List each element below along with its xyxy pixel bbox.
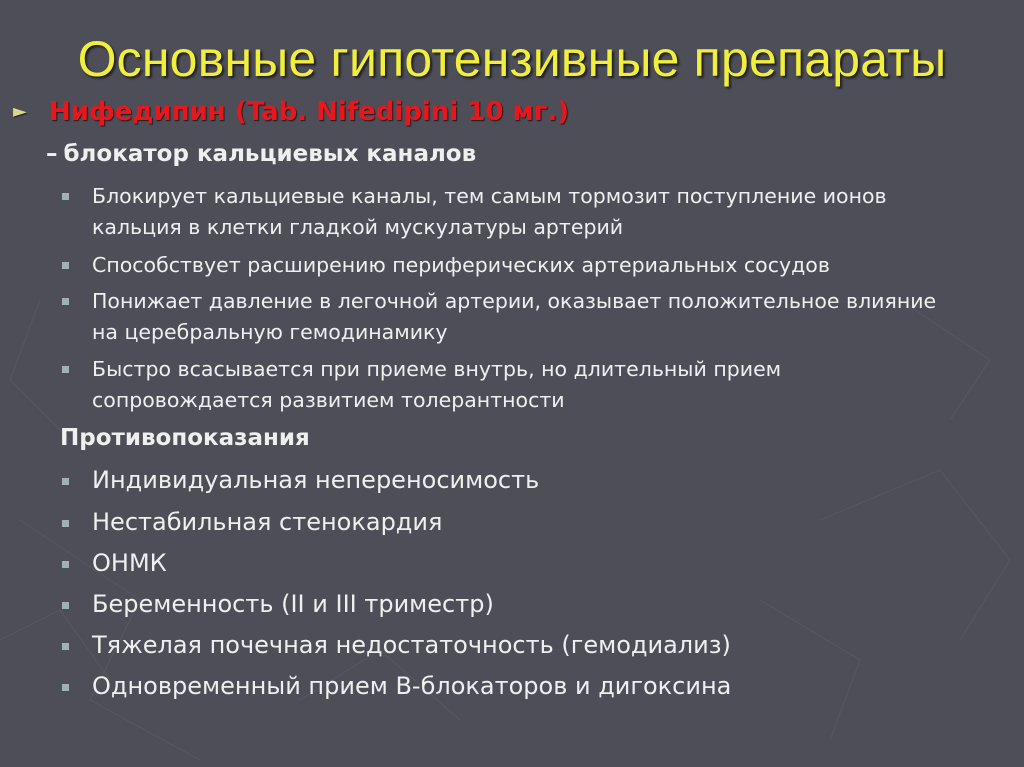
list-item-line: сопровождается развитием толерантности [92, 388, 565, 412]
square-bullet-icon [62, 602, 69, 609]
square-bullet-icon [62, 193, 69, 200]
square-bullet-icon [62, 684, 69, 691]
dash-glyph: – [46, 141, 58, 167]
list-item-line: Быстро всасывается при приеме внутрь, но длительный прием [92, 357, 782, 381]
contraindications-heading: Противопоказания [60, 425, 310, 451]
list-item-line: кальция в клетки гладкой мускулатуры артерий [92, 215, 624, 239]
slide-title: Основные гипотензивные препараты [77, 31, 947, 87]
list-item-line: Способствует расширению периферических артериальных сосудов [92, 253, 830, 277]
arrow-bullet-icon: ► [13, 101, 27, 122]
list-item-text: Одновременный прием B-блокаторов и дигоксина [92, 672, 732, 700]
drug-heading: Нифедипин (Tab. Nifedipini 10 мг.) [49, 97, 570, 127]
square-bullet-icon [62, 643, 69, 650]
square-bullet-icon [62, 520, 69, 527]
list-item-text: Беременность (II и III триместр) [92, 590, 494, 618]
square-bullet-icon [62, 262, 69, 269]
list-item-line: Понижает давление в легочной артерии, оказывает положительное влияние [92, 289, 937, 313]
list-item-line: на церебральную гемодинамику [92, 320, 448, 344]
drug-class-subheading [46, 141, 476, 167]
drug-class-text: блокатор кальциевых каналов [63, 141, 477, 167]
list-item-text: Индивидуальная непереносимость [92, 466, 540, 494]
square-bullet-icon [62, 366, 69, 373]
square-bullet-icon [62, 298, 69, 305]
list-item-text: ОНМК [92, 549, 167, 577]
list-item-text: Нестабильная стенокардия [92, 508, 443, 536]
square-bullet-icon [62, 478, 69, 485]
drug-heading-row [13, 97, 569, 127]
square-bullet-icon [62, 561, 69, 568]
list-item-text: Тяжелая почечная недостаточность (гемодиализ) [92, 631, 731, 659]
list-item-line: Блокирует кальциевые каналы, тем самым тормозит поступление ионов [92, 184, 887, 208]
